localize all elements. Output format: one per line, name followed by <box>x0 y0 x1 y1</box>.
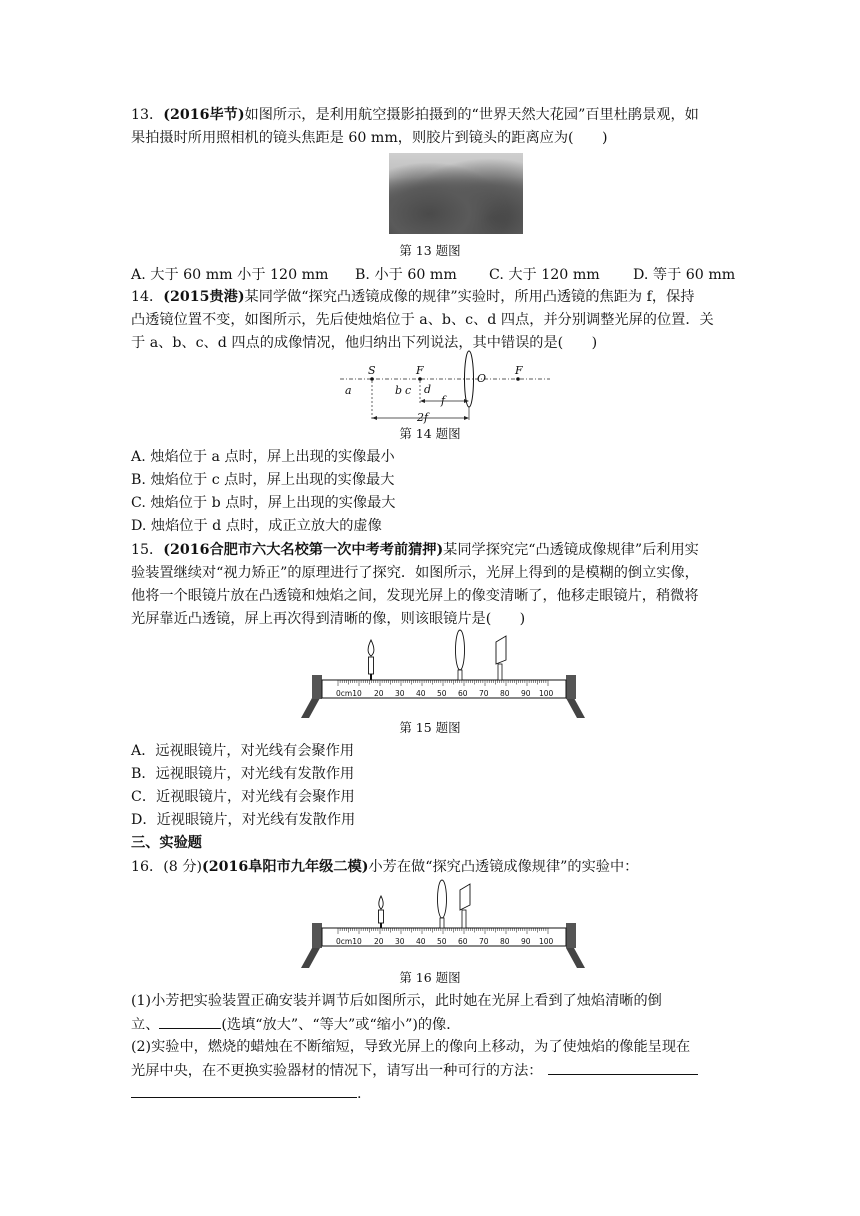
q16-score: (8 分) <box>163 859 203 875</box>
q13-option-d: D. 等于 60 mm <box>633 267 736 283</box>
label-2f: 2f <box>417 411 429 424</box>
scale-label-100: 100 <box>539 937 554 946</box>
q16-answer-blank-2b[interactable] <box>131 1082 357 1098</box>
q16-sub1-line2 <box>131 1013 731 1036</box>
q13-option-c: C. 大于 120 mm <box>489 267 600 283</box>
q14-line1 <box>131 286 731 308</box>
q16-optical-bench <box>298 878 588 970</box>
q16-answer-blank-2a[interactable] <box>548 1059 698 1075</box>
scale-label-70: 70 <box>479 689 489 698</box>
screen <box>496 636 506 680</box>
q13-number: 13． <box>131 107 164 123</box>
q13-line1 <box>131 104 731 126</box>
scale-label-0: 0cm10 <box>336 937 362 946</box>
q13-aerial-photo <box>389 153 523 234</box>
q16-sub1-suffix: (选填“放大”、“等大”或“缩小”)的像． <box>221 1017 461 1033</box>
q14-option-b: B. 烛焰位于 c 点时，屏上出现的实像最大 <box>131 472 395 488</box>
q13-line2: 果拍摄时所用照相机的镜头焦距是 60 mm，则胶片到镜头的距离应为( ) <box>131 130 608 146</box>
q14-text: 某同学做“探究凸透镜成像的规律”实验时，所用凸透镜的焦距为 f，保持 <box>244 289 695 305</box>
label-a: a <box>345 384 352 397</box>
q15-option-c: C．近视眼镜片，对光线有会聚作用 <box>131 789 355 805</box>
q14-line2: 凸透镜位置不变，如图所示，先后使烛焰位于 a、b、c、d 四点，并分别调整光屏的位置．关 <box>131 312 714 328</box>
screen <box>460 884 470 928</box>
scale-label-80: 80 <box>500 937 510 946</box>
section-heading: 三、实验题 <box>131 835 202 851</box>
label-o: O <box>477 372 487 385</box>
q14-option-a: A. 烛焰位于 a 点时，屏上出现的实像最小 <box>131 449 395 465</box>
q15-caption: 第 15 题图 <box>399 720 461 735</box>
scale-label-60: 60 <box>458 689 468 698</box>
point-s <box>370 377 374 381</box>
q15-line2: 验装置继续对“视力矫正”的原理进行了探究．如图所示，光屏上得到的是模糊的倒立实像， <box>131 565 699 581</box>
q13-source: (2016毕节) <box>163 107 245 123</box>
lens <box>438 880 447 928</box>
scale-label-80: 80 <box>500 689 510 698</box>
scale-label-20: 20 <box>374 689 384 698</box>
q15-option-b: B．远视眼镜片，对光线有发散作用 <box>131 766 355 782</box>
scale-label-50: 50 <box>437 689 447 698</box>
q16-source: (2016阜阳市九年级二模) <box>202 859 369 875</box>
scale-label-90: 90 <box>521 937 531 946</box>
scale-label-30: 30 <box>395 937 405 946</box>
q16-sub2-end: . <box>357 1086 362 1102</box>
q16-text: 小芳在做“探究凸透镜成像规律”的实验中： <box>368 859 639 875</box>
scale-label-50: 50 <box>437 937 447 946</box>
label-s: S <box>368 364 376 377</box>
q15-option-a: A．远视眼镜片，对光线有会聚作用 <box>131 743 355 759</box>
q14-option-d: D. 烛焰位于 d 点时，成正立放大的虚像 <box>131 518 382 534</box>
q16-caption: 第 16 题图 <box>399 970 461 985</box>
scale-label-70: 70 <box>479 937 489 946</box>
candle <box>379 896 384 928</box>
q16-sub1-line1: (1)小芳把实验装置正确安装并调节后如图所示，此时她在光屏上看到了烛焰清晰的倒 <box>131 993 662 1009</box>
label-c: c <box>405 384 412 397</box>
q16-sub2-line2 <box>131 1059 731 1082</box>
lens <box>456 630 465 680</box>
scale-label-100: 100 <box>539 689 554 698</box>
q16-sub2-line3 <box>131 1082 731 1105</box>
q14-line3: 于 a、b、c、d 四点的成像情况，他归纳出下列说法，其中错误的是( ) <box>131 335 598 351</box>
label-b: b <box>395 384 403 397</box>
q14-lens-diagram <box>335 350 555 425</box>
label-f-left: F <box>416 364 424 377</box>
scale-label-30: 30 <box>395 689 405 698</box>
q13-option-b: B. 小于 60 mm <box>355 267 457 283</box>
q15-optical-bench <box>298 628 588 720</box>
q14-option-c: C. 烛焰位于 b 点时，屏上出现的实像最大 <box>131 495 396 511</box>
candle <box>368 640 374 680</box>
q13-option-a: A. 大于 60 mm 小于 120 mm <box>131 267 329 283</box>
q15-option-d: D．近视眼镜片，对光线有发散作用 <box>131 812 356 828</box>
scale-label-90: 90 <box>521 689 531 698</box>
q16-sub2-line1: (2)实验中，燃烧的蜡烛在不断缩短，导致光屏上的像向上移动，为了使烛焰的像能呈现在 <box>131 1039 691 1055</box>
q15-line3: 他将一个眼镜片放在凸透镜和烛焰之间，发现光屏上的像变清晰了，他移走眼镜片，稍微将 <box>131 588 699 604</box>
scale-label-0: 0cm10 <box>336 689 362 698</box>
label-f: f <box>441 394 446 407</box>
q16-line1 <box>131 856 731 878</box>
scale-label-40: 40 <box>416 689 426 698</box>
q13-caption: 第 13 题图 <box>399 243 461 258</box>
point-f-right <box>516 377 520 381</box>
q15-line4: 光屏靠近凸透镜，屏上再次得到清晰的像，则该眼镜片是( ) <box>131 611 526 627</box>
q13-text: 如图所示，是利用航空摄影拍摄到的“世界天然大花园”百里杜鹃景观，如 <box>244 107 699 123</box>
q15-source: (2016合肥市六大名校第一次中考考前猜押) <box>163 542 444 558</box>
q14-caption: 第 14 题图 <box>399 426 461 441</box>
scale-label-60: 60 <box>458 937 468 946</box>
scale-label-40: 40 <box>416 937 426 946</box>
q15-line1 <box>131 539 731 561</box>
label-d: d <box>424 383 432 396</box>
q15-text: 某同学探究完“凸透镜成像规律”后利用实 <box>443 542 699 558</box>
q15-number: 15． <box>131 542 164 558</box>
q14-number: 14． <box>131 289 164 305</box>
q16-answer-blank-1[interactable] <box>159 1013 221 1029</box>
q14-source: (2015贵港) <box>163 289 245 305</box>
q16-sub1-prefix: 立、 <box>131 1017 160 1033</box>
label-f-right: F <box>515 364 523 377</box>
q16-sub2-text: 光屏中央，在不更换实验器材的情况下，请写出一种可行的方法： <box>131 1063 543 1079</box>
q16-number: 16． <box>131 859 164 875</box>
point-f-left <box>418 377 422 381</box>
scale-label-20: 20 <box>374 937 384 946</box>
